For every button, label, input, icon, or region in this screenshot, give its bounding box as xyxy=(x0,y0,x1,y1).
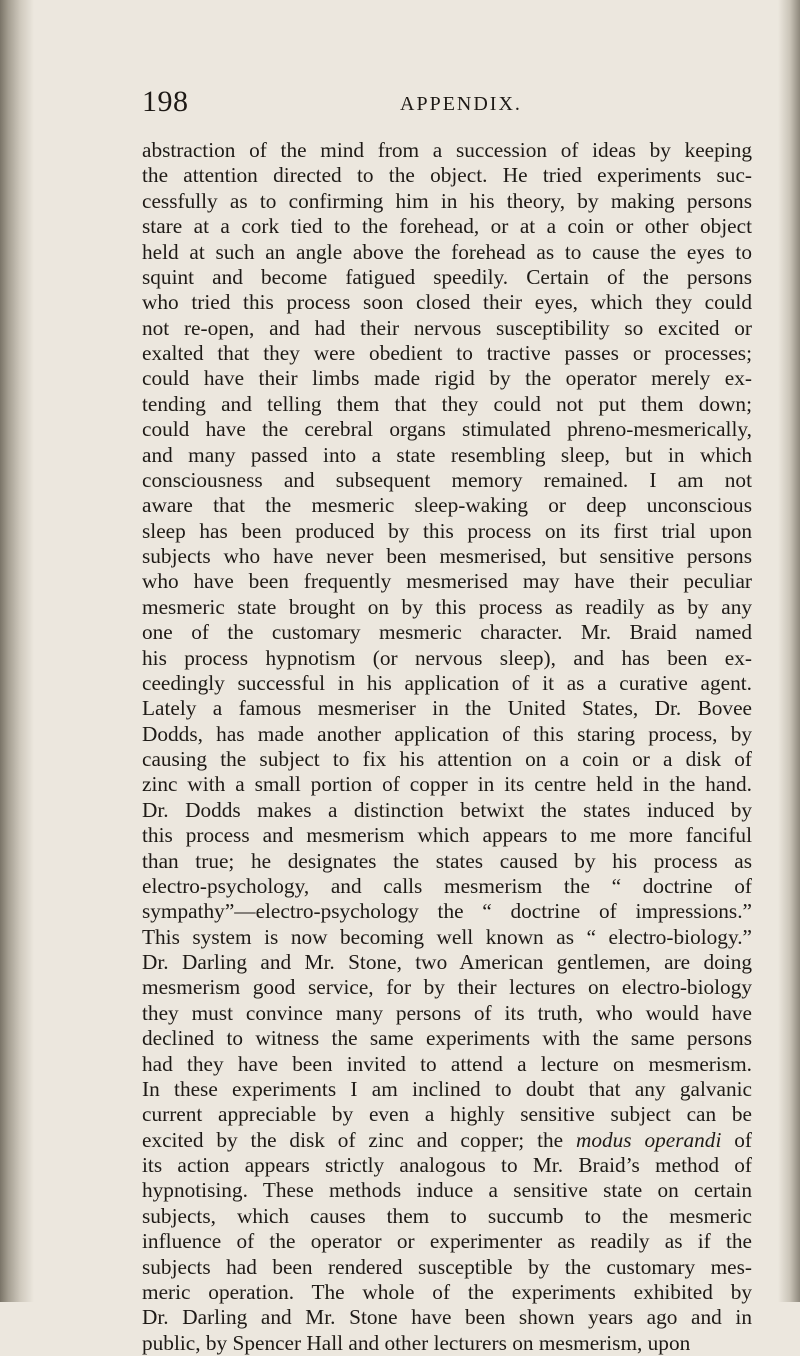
text-line: than true; he designates the states caused by his process as xyxy=(142,848,752,873)
text-line: declined to witness the same experiments with the same persons xyxy=(142,1026,752,1051)
text-line: mesmerism good service, for by their lectures on electro-biology xyxy=(142,975,752,1000)
page-header xyxy=(142,85,742,125)
text-line: meric operation. The whole of the experiments exhibited by xyxy=(142,1279,752,1304)
running-head: APPENDIX. xyxy=(400,93,522,115)
text-line: abstraction of the mind from a succession of ideas by keeping xyxy=(142,138,752,162)
page-edge-shadow xyxy=(778,0,800,1302)
text-line: could have the cerebral organs stimulated phreno-mesmerically, xyxy=(142,417,752,442)
text-line: stare at a cork tied to the forehead, or at a coin or other object xyxy=(142,214,752,239)
body-text xyxy=(142,138,752,1356)
text-line: who have been frequently mesmerised may have their peculiar xyxy=(142,569,752,594)
text-line: Dr. Darling and Mr. Stone, two American gentlemen, are doing xyxy=(142,950,752,974)
text-line: its action appears strictly analogous to Mr. Braid’s method of xyxy=(142,1153,752,1177)
text-line: and many passed into a state resembling sleep, but in which xyxy=(142,442,752,467)
text-line: This system is now becoming well known as “ electro-biology.” xyxy=(142,924,752,949)
text-line: current appreciable by even a highly sensitive subject can be xyxy=(142,1102,752,1127)
text-line: exalted that they were obedient to tractive passes or processes; xyxy=(142,341,752,365)
text-line: Dr. Darling and Mr. Stone have been shown years ago and in xyxy=(142,1305,752,1330)
text-line: this process and mesmerism which appears to me more fanciful xyxy=(142,823,752,848)
text-line: cessfully as to confirming him in his theory, by making persons xyxy=(142,188,752,213)
text-line: subjects, which causes them to succumb to the mesmeric xyxy=(142,1203,752,1228)
text-line: they must convince many persons of its truth, who would have xyxy=(142,1000,752,1025)
text-line: electro-psychology, and calls mesmerism the “ doctrine of xyxy=(142,873,752,898)
text-line: hypnotising. These methods induce a sensitive state on certain xyxy=(142,1178,752,1203)
page-number: 198 xyxy=(142,85,189,118)
text-line: who tried this process soon closed their eyes, which they could xyxy=(142,290,752,315)
latin-phrase: modus operandi xyxy=(575,1127,722,1152)
text-line: could have their limbs made rigid by the operator merely ex- xyxy=(142,366,752,391)
text-line: sympathy”—electro-psychology the “ doctrine of impressions.” xyxy=(142,899,752,924)
text-line: subjects had been rendered susceptible by the customary mes- xyxy=(142,1254,752,1279)
text-line: excited by the disk of zinc and copper; the modus operandi of xyxy=(142,1127,752,1152)
text-line: mesmeric state brought on by this process as readily as by any xyxy=(142,594,752,619)
text-line: had they have been invited to attend a lecture on mesmerism. xyxy=(142,1051,752,1076)
text-line: Dr. Dodds makes a distinction betwixt the states induced by xyxy=(142,797,752,822)
text-line: In these experiments I am inclined to doubt that any galvanic xyxy=(142,1076,752,1101)
text-line: his process hypnotism (or nervous sleep), and has been ex- xyxy=(142,645,752,670)
text-line: the attention directed to the object. He tried experiments suc- xyxy=(142,163,752,188)
text-line: held at such an angle above the forehead as to cause the eyes to xyxy=(142,239,752,264)
text-line: Dodds, has made another application of this staring process, by xyxy=(142,721,752,746)
text-line: consciousness and subsequent memory remained. I am not xyxy=(142,467,752,492)
text-line: public, by Spencer Hall and other lecturers on mesmerism, upon xyxy=(142,1330,691,1355)
text-line: zinc with a small portion of copper in its centre held in the hand. xyxy=(142,772,752,797)
text-line: sleep has been produced by this process on its first trial upon xyxy=(142,518,752,543)
text-line: ceedingly successful in his application of it as a curative agent. xyxy=(142,670,752,695)
text-line: aware that the mesmeric sleep-waking or deep unconscious xyxy=(142,493,752,518)
text-line: Lately a famous mesmeriser in the United States, Dr. Bovee xyxy=(142,696,752,721)
text-line: not re-open, and had their nervous susceptibility so excited or xyxy=(142,315,752,340)
text-line: causing the subject to fix his attention on a coin or a disk of xyxy=(142,747,752,771)
text-line: one of the customary mesmeric character. Mr. Braid named xyxy=(142,620,752,645)
text-line: subjects who have never been mesmerised, but sensitive persons xyxy=(142,544,752,568)
text-line: squint and become fatigued speedily. Certain of the persons xyxy=(142,264,752,289)
text-line: influence of the operator or experimenter as readily as if the xyxy=(142,1229,752,1254)
text-line: tending and telling them that they could not put them down; xyxy=(142,391,752,416)
page-gutter-shadow xyxy=(0,0,34,1302)
